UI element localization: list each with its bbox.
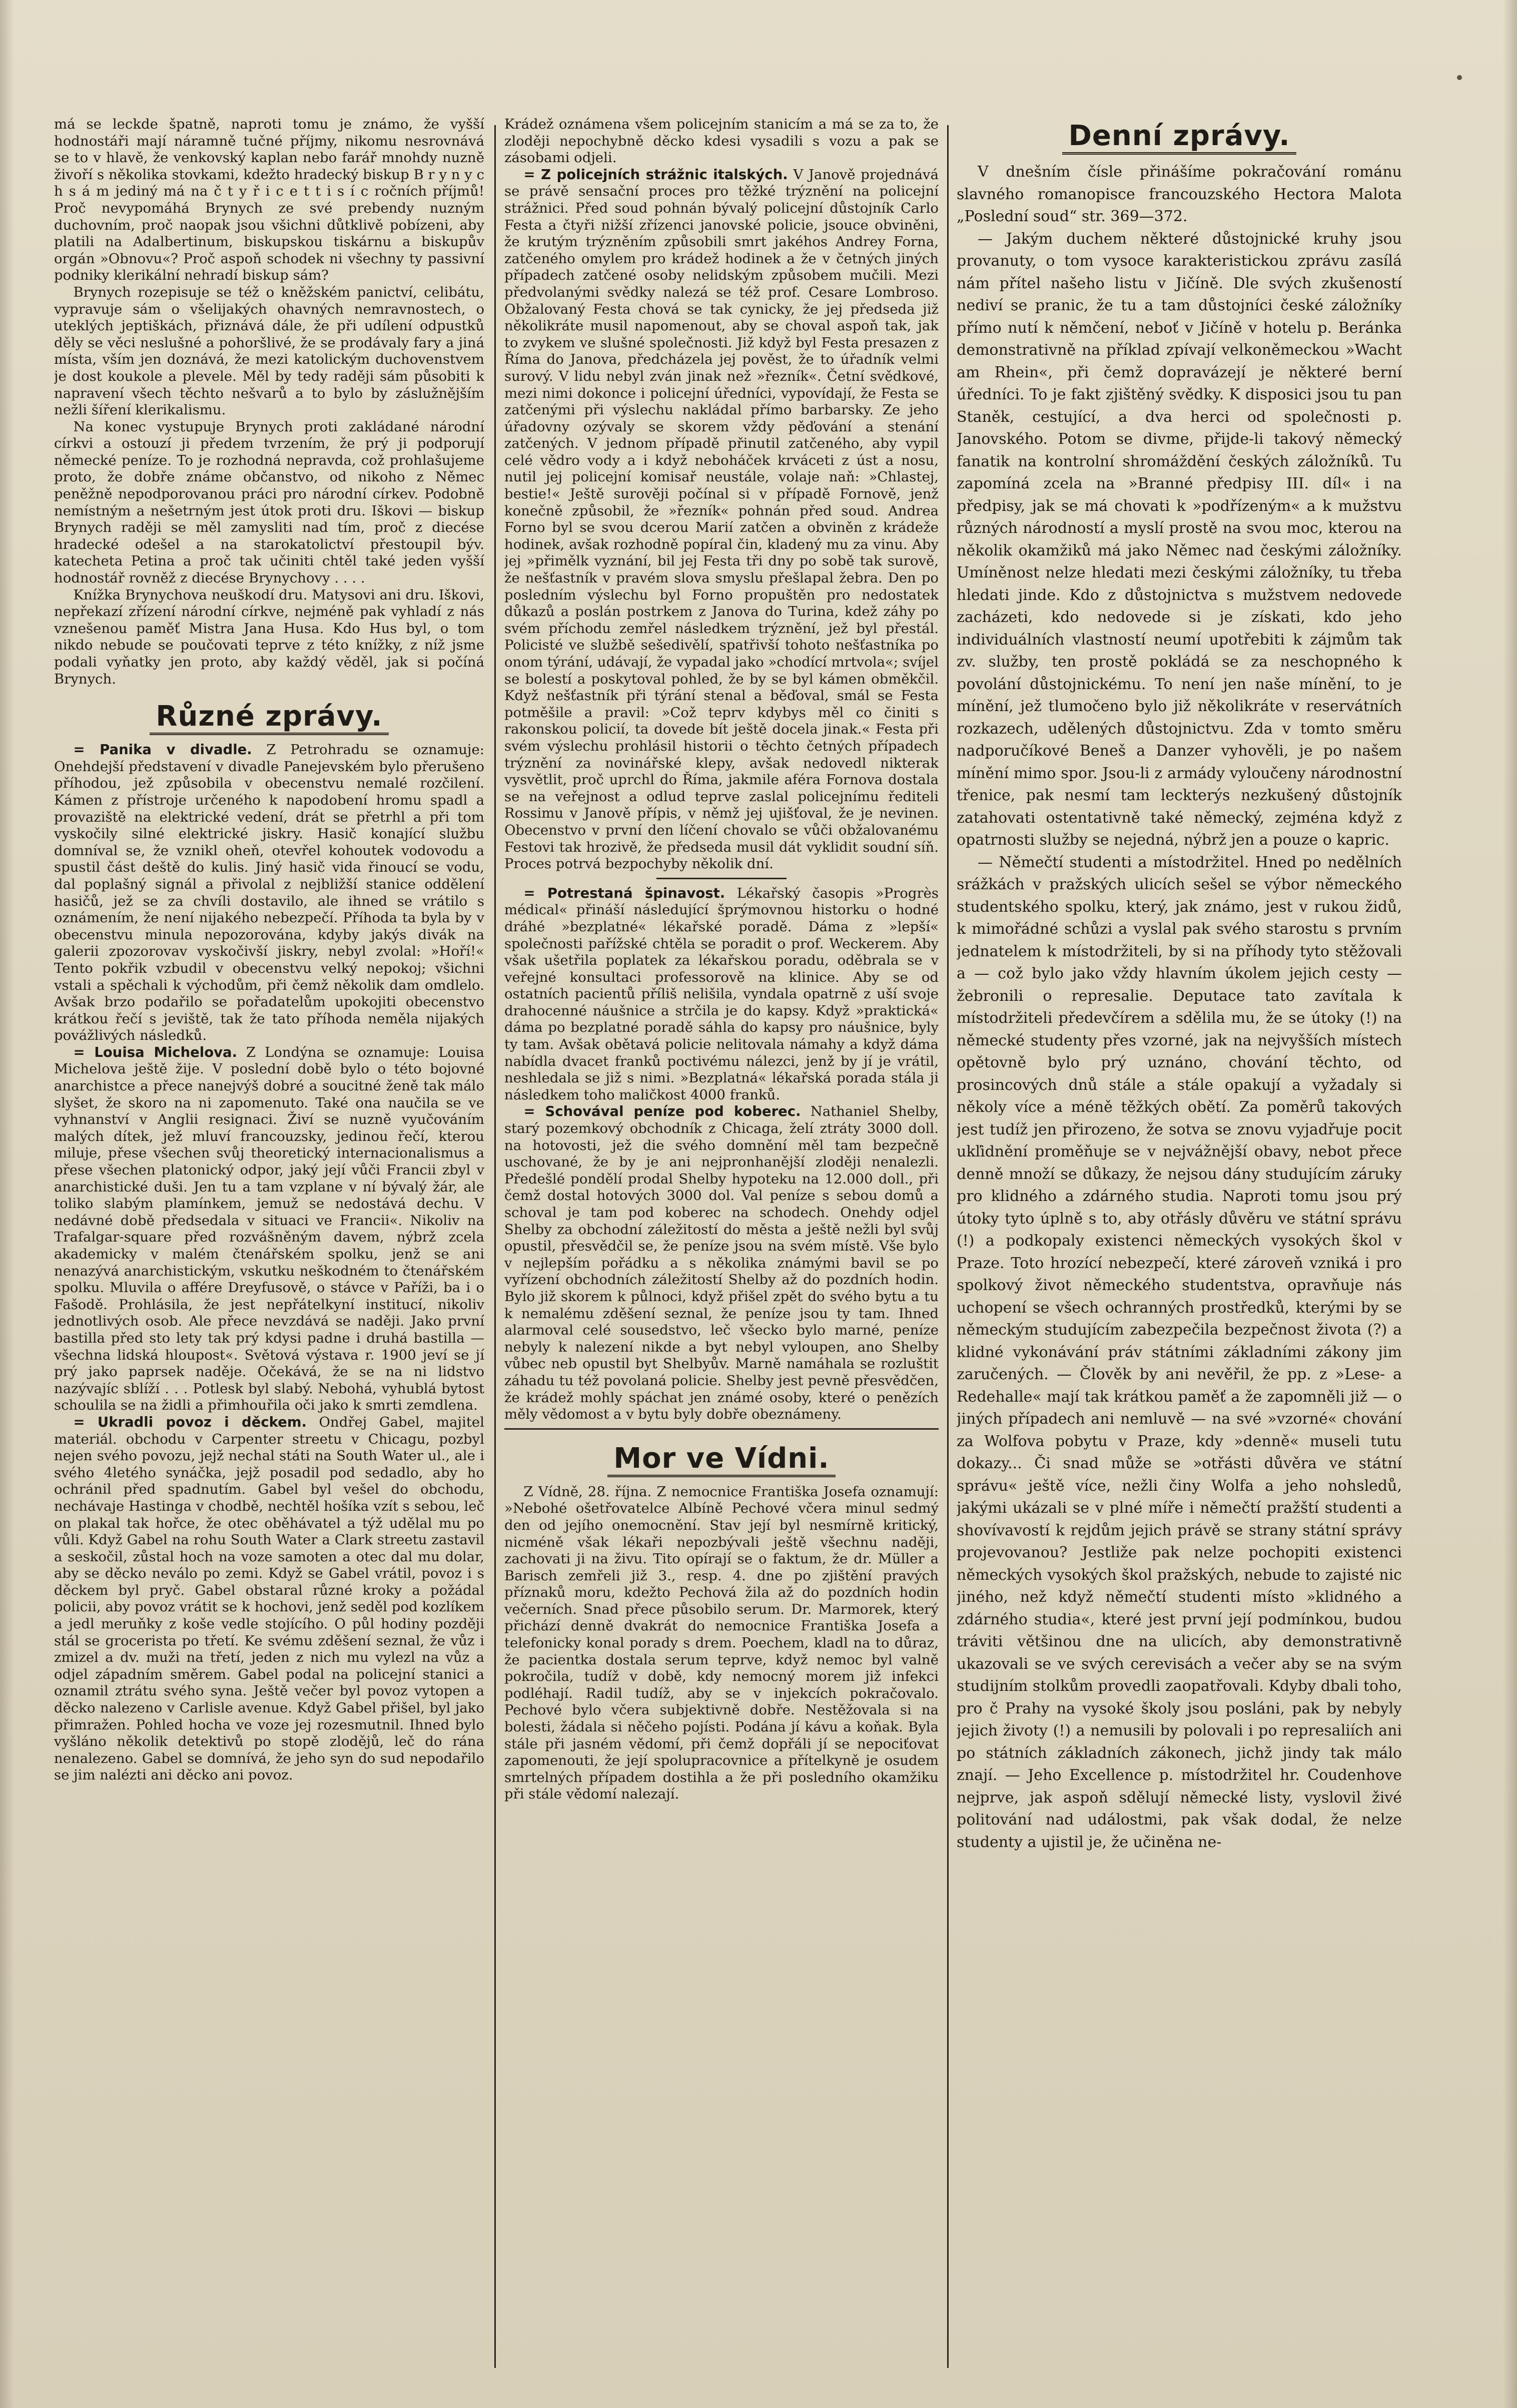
page-edge-shadow-right — [1503, 0, 1517, 2408]
ink-dot-mark — [1457, 75, 1462, 80]
news-body: Z Londýna se oznamuje: Louisa Michelova ještě žije. V poslední době bylo o této bojovné anarchistce a přece nanejvýš dobré a soucitné ženě tak málo slyšet, že skoro na ni zapomenuto. Také ona naučila se ve vyhnanství v Anglii resignaci. Živí se nuzně vyučováním malých dítek, jež mluví francouzsky, jedinou řečí, kterou miluje, přese všechen svůj theoretický internacionalismus a přese všechen platonický odpor, jaký její vůči Francii zbyl v anarchistické duši. Jen tu a tam vzplane v ní bývalý žár, ale toliko slabým plamínkem, jemuž se nedostává dechu. V nedávné době předsedala v situaci ve Francii«. Nikoliv na Trafalgar-square před rozvášněným davem, nýbrž zcela akademicky v malém čtenářském spolku, jenž se ani nenazývá anarchistickým, vskutku neškodném to čtenářském spolku. Mluvila o affére Dreyfusově, o stávce v Paříži, ba i o Fašodě. Prohlásila, že jest nepřátelkyní institucí, nikoliv jednotlivých osob. Ale přece nevzdává se naději. Jako první bastilla před sto lety tak prý kdysi padne i druhá bastilla — všechna lidská hloupost«. Světová výstava r. 1900 jeví se jí prý jako paprsek naděje. Očekává, že se na ni lidstvo nazývajíc sblíží . . . Potlesk byl slabý. Nebohá, vyhublá bytost schoulila se na židli a přimhouřila oči jako k smrti zemdlena. — [54, 1044, 484, 1414]
separator-rule — [504, 1428, 939, 1430]
paragraph: Z Vídně, 28. října. Z nemocnice Františka Josefa oznamují: »Nebohé ošetřovatelce Albíně Pechové včera minul sedmý den od jejího onemocnění. Stav její byl nesmírně kritický, nicméně však lékaři nepozbývali ještě všechnu naději, zachovati ji na živu. Tito opírají se o faktum, že dr. Müller a Barisch zemřeli již 3., resp. 4. dne po zjištění pravých příznaků moru, kdežto Pechová žila až do pozdních hodin večerních. Snad přece působilo serum. Dr. Marmorek, který přichází denně dvakrát do nemocnice Františka Josefa a telefonicky konal porady s drem. Poechem, kladl na to důraz, že pacientka dostala serum teprve, když nemoc byl valně pokročila, tudíž v době, kdy nemocný morem již infekci podléhají. Radil tudíž, aby se v injekcích pokračovalo. Pechové bylo včera subjektivně dobře. Nestěžovala si na bolesti, žádala si něčeho pojísti. Podána jí kávu a koňak. Byla stále při jasném vědomí, při čemž dopřáli jí se nepociťovat zapomenouti, že její spolupracovnice a přítelkyně je osudem smrtelných případem dostihla a že při posledního okamžiku při stále vědomí nalezají. — [504, 1483, 939, 1802]
news-headline: = Potrestaná špinavost. — [523, 885, 725, 901]
news-body: V Janově projednává se právě sensační proces pro těžké trýznění na policejní strážnici. Před soud pohnán bývalý policejní důstojník Carlo Festa a čtyři nižší zřízenci janovské policie, jsouce obviněni, že krutým trýzněním způsobili smrt jakéhos Andrey Forna, zatčeného omylem pro krádež hodinek a že v četných jiných případech zatčené osoby nelidským způsobem mučili. Mezi předvolanými svědky nalezá se též prof. Cesare Lombroso. Obžalovaný Festa chová se tak cynicky, že jej předseda již několikráte musil napomenout, aby se choval aspoň tak, jak to zvykem ve slušné společnosti. Již když byl Festa presazen z Říma do Janova, předcházela jej pověst, že to úřadník velmi surový. V lidu nebyl zván jinak než »řezník«. Četní svědkové, mezi nimi dokonce i policejní úředníci, vypovídají, že Festa se zatčenými při výslechu nakládal přímo barbarsky. Ze jeho úřadovny ozývaly se skorem vždy pěďování a stenání zatčených. V jednom případě přinutil zatčeného, aby vypil celé vědro vody a i když neboháček krváceti z úst a nosu, nutil jej policejní komisař neustále, volaje naň: »Chlastej, bestie!« Ještě surověji počínal si v případě Fornově, jenž konečně způsobil, že »řezník« pohnán před soud. Andrea Forno byl se svou dcerou Marií zatčen a obviněn z krádeže hodinek, avšak rozhodně popíral čin, kladený mu za vinu. Aby jej »přimělk vyznání, bil jej Festa tři dny po sobě tak surově, že nešťastník v pravém slova smyslu přešlapal žebra. Den po posledním výslechu byl Forno propuštěn pro nedostatek důkazů a poslán postrkem z Janova do Turina, kdež záhy po svém příchodu zemřel následkem trýznění, jež byl přestál. Policisté ve službě sešedivělí, spatřivší tohoto nešťastníka po onom týrání, udávají, že vypadal jako »chodící mrtvola«; svíjel se bolestí a poskytoval pohled, že by se byl kámen obměkčil. Když nešťastník při týrání stenal a běďoval, smál se Festa potměšile a pravil: »Což teprv kdybys měl co činiti s rakonskou policií, ta dovede bít ještě docela jinak.« Festa při svém výslechu prohlásil historii o těchto četných případech trýznění za novinářské klepy, avšak nedovedl nikterak vysvětlit, proč uprchl do Říma, jakmile aféra Fornova dostala se na veřejnost a odlud teprve zaslal policejnímu řediteli Rossimu v Janově přípis, v němž jej ujišťoval, že je nevinen. Obecenstvo v první den líčení chovalo se vůči obžalovanému Festovi tak hrozivě, že předseda musil dát vyklidit soudní síň. Proces potrvá bezpochyby několik dní. — [504, 166, 939, 872]
column-divider — [947, 125, 949, 2368]
paragraph: Brynych rozepisuje se též o kněžském panictví, celibátu, vypravuje sám o všelijakých ohavných nemravnostech, o uteklých jeptiškách, přiznává dále, že při udílení odpustků děly se věci neslušné a pohoršlivé, že se prodávaly fary a jiná místa, vším jen doznává, že mezi katolickým duchovenstvem je dost koukole a plevele. Měl by tedy raději sám působiti k napravení všech těchto nešvarů a to bylo by záslužnějším nežli šíření klerikalismu. — [54, 284, 484, 418]
news-body: Ondřej Gabel, majitel materiál. obchodu v Carpenter streetu v Chicagu, pozbyl nejen svého povozu, jejž nechal státi na South Water ul., ale i svého 4letého synáčka, jejž posadil pod sedadlo, aby ho ochránil před spadnutím. Gabel byl vešel do obchodu, nechávaje Hastinga v chodbě, nechtěl hošíka vzít s sebou, leč on plakal tak hořce, že otec oběhávatel a týž udělal mu po vůli. Když Gabel na rohu South Water a Clark streetu zastavil a seskočil, zůstal hoch na voze samoten a otec dal mu dolar, aby se děcko neválo po zemi. Když se Gabel vrátil, povoz i s děckem byl pryč. Gabel obstaral různé kroky a požádal policii, aby povoz vrátit se k hochovi, jenž seděl pod kozlíkem a jedl meruňky z koše vedle stojícího. O půl hodiny později stál se grocerista po třetí. Ke svému zděšení seznal, že vůz i zmizel a dv. muži na třetí, jeden z nich mu vylezl na vůz a odjel západním směrem. Gabel podal na policejní stanici a oznamil ztrátu svého syna. Ještě večer byl povoz vytopen a děcko nalezeno v Carlisle avenue. Když Gabel přišel, byl jako přimražen. Pohled hocha ve voze jej rozesmutnil. Ihned bylo vyšláno několik detektivů po stopě zlodějů, leč do rána nenalezeno. Gabel se domnívá, že jeho syn do sud nepodařilo se jim nalézti ani děcko ani povoz. — [54, 1414, 484, 1783]
news-body: Nathaniel Shelby, starý pozemkový obchodník z Chicaga, želí ztráty 3000 doll. na hotovosti, jež die svého domnění měl tam bezpečně uschované, že by je ani nejpronhanější zloději nenalezli. Předešlé pondělí prodal Shelby hypoteku na 12.000 doll., při čemž dostal hotových 3000 dol. Val peníze s sebou domů a schoval je tam pod koberec na schodech. Onehdy odjel Shelby za obchodní záležitostí do města a ještě nežli byl svůj opustil, přesvědčil se, že peníze jsou na svém místě. Vše bylo v nejlepším pořádku a s několika známými bavil se po vyřízení obchodních záležitostí Shelby až do pozdních hodin. Bylo již skorem k půlnoci, když přišel zpět do svého bytu a tu k nemalému zděšení seznal, že peníze jsou ty tam. Ihned alarmoval celé sousedstvo, leč všecko bylo marné, peníze nebyly k nalezení nikde a byt nebyl vyloupen, ano Shelby vůbec neb opustil byt Shelbyův. Marně namáhala se rozluštit záhadu tu též povolaná policie. Shelby jest pevně přesvědčen, že krádež mohly spáchat jen známé osoby, které o penězích měly vědomost a v bytu byly dobře obeznámeny. — [504, 1103, 939, 1423]
column-left — [54, 116, 484, 2373]
news-body: Z Petrohradu se oznamuje: Onehdejší představení v divadle Panejevském bylo přerušeno příhodou, jež způsobila v obecenstvu nemalé rozčilení. Kámen z přístroje určeného k napodobení hromu spadl a provaziště na elektrické vedení, drát se přetrhl a při tom vyskočily silné elektrické jiskry. Hasič konající službu domníval se, že vznikl oheň, otevřel kohoutek vodovodu a spustil část deště do kulis. Jiný hasič vida řinoucí se vodu, dal poplašný signál a přivolal z nejbližší stanice oddělení hasičů, jež se za chvíli dostavilo, ale ihned se vrátilo s oznámením, že není nijakého nebezpečí. Příhoda ta byla by v obecenstvu minula nepozorována, kdyby jakýs divák na galerii zpozorovav vyskočivší jiskry, nebyl zvolal: »Hoří!« Tento pokřik vzbudil v obecenstvu velký nepokoj; všichni vstali a spěchali k východům, při čemž několik dam omdlelo. Avšak brzo podařilo se pořadatelům upokojiti obecenstvo krátkou řečí s jeviště, tak že tato příhoda neměla nijakých povážlivých následků. — [54, 742, 484, 1044]
section-title-text: Mor ve Vídni. — [607, 1442, 835, 1477]
news-item-michelova — [54, 1044, 484, 1414]
paragraph: Krádež oznámena všem policejním stanicím a má se za to, že zloději nepochybně děcko kdesi vysadili s vozu a pak se zásobami odjeli. — [504, 116, 939, 166]
column-right — [957, 116, 1402, 2373]
news-headline: = Ukradli povoz i děckem. — [73, 1414, 307, 1430]
section-title-denni-zpravy — [957, 116, 1402, 156]
paragraph: Na konec vystupuje Brynych proti zakládané národní církvi a ostouzí ji předem tvrzením, že prý ji podporují německé peníze. To je rozhodná nepravda, což prohlašujeme proto, že dobře známe občanstvo, od nikoho z Němec peněžně nepodporovanou práci pro národní církev. Podobně nemístným a nešetrným jest útok proti dru. Iškovi — biskup Brynych raději se měl zamysliti nad tím, proč z diecése hradecké odešel a na starokatolictví přestoupil býv. katecheta Petina a proč tak učiniti chtěl také jeden vyšší hodnostář rovněž z diecése Brynychovy . . . . — [54, 418, 484, 586]
paragraph: má se leckde špatně, naproti tomu je známo, že vyšší hodnostáři mají náramně tučné příjmy, nikomu nesrovnává se to v hlavě, že venkovský kaplan nebo farář mnohdy nuzně živoří s několika stovkami, kdežto hradecký biskup B r y n y c h s á m jediný má na č t y ř i c e t t i s í c ročních příjmů! Proč nevypomáhá Brynych ze své prebendy nuzným duchovním, proč naopak jsou všichni důtklivě pobízeni, aby platili na Adalbertinum, biskupskou tiskárnu a biskupův orgán »Obnovu«? Proč aspoň schodek ni všechny ty passivní podniky klerikální nehradí biskup sám? — [54, 116, 484, 284]
paragraph: V dnešním čísle přinášíme pokračování románu slavného romanopisce francouzského Hectora Malota „Poslední soud“ str. 369—372. — [957, 163, 1402, 225]
section-title-ruzne-zpravy — [54, 697, 484, 737]
page-edge-shadow-left — [0, 0, 14, 2408]
paragraph: Knížka Brynychova neuškodí dru. Matysovi ani dru. Iškovi, nepřekazí zřízení národní církve, nejméně pak vyhladí z nás vznešenou paměť Mistra Jana Husa. Kdo Hus byl, o tom nikdo nebude se poučovati teprve z této knížky, z níž jsme podali vyňatky jen proto, aby každý věděl, jak si počíná Brynych. — [54, 586, 484, 687]
news-headline: = Louisa Michelova. — [73, 1044, 238, 1060]
news-headline: = Panika v divadle. — [73, 742, 252, 758]
column-divider — [494, 125, 496, 2368]
news-item-spinavost — [504, 885, 939, 1104]
section-title-mor-ve-vidni — [504, 1439, 939, 1479]
paragraph: — Jakým duchem některé důstojnické kruhy jsou provanuty, o tom vysoce karakteristickou zprávu zasílá nám přítel našeho listu v Jičíně. Dle svých zkušeností nediví se pranic, že tu a tam důstojníci české záložníky přímo nutí k němčení, neboť v Jičíně v hotelu p. Beránka demonstrativně na příklad zpívají velkoněmeckou »Wacht am Rhein«, při čemž dopravázejí je některé berní úředníci. To je fakt zjištěný svědky. K disposici jsou tu pan Staněk, cestující, a dva herci od společnosti p. Janovského. Potom se divme, přijde-li takový německý fanatik na kontrolní shromáždění českých záložníků. Tu zapomíná zcela na »Branné předpisy III. díl« i na předpisy, jak se má chovati k »podřízeným« a k mužstvu různých národností a myslí prostě na svou moc, kterou na několik okamžiků má jako Němec nad českými záložníky. Umíněnost nelze hledati mezi českými záložníky, tu třeba hledati jinde. Kdo z důstojnictva s mužstvem nedovede zacházeti, kdo nedovede si je získati, kdo jeho individuálních vlastností neumí upotřebiti k zájmům tak zv. služby, ten prostě pokládá se za neschopného k povolání důstojnickému. To není jen naše mínění, to je mínění, jež tlumočeno bylo již několikráte v reservátních rozkazech, udělených důstojnictvu. Zda v tomto směru nadporučíkové Beneš a Danzer vyhověli, je po našem mínění mimo spor. Jsou-li z armády vyloučeny národnostní třenice, pak nesmí tam leckterýs nezkušený důstojník zatahovati ostentativně také německý, zejména když z opatrnosti služby se nejedná, nýbrž jen a pouze o kapric. — [957, 230, 1402, 849]
paragraph: — Němečtí studenti a místodržitel. Hned po nedělních srážkách v pražských ulicích sešel se výbor německého studentského spolku, který, jak známo, jest v rukou židů, k mimořádné schůzi a vyslal pak svého starostu s prvním jednatelem k místodržiteli, by si na příhody tyto stěžovali a — což bylo jako vždy hlavním úkolem jejich cesty — žebronili o represalie. Deputace tato zavítala k místodržiteli předevčírem a sdělila mu, že se útoky (!) na německé studenty přes vzorné, jak na nejvyšších místech opětovně bylo prý uznáno, chování těchto, od prosincových dnů stále a stále opakují a vyžadaly si několy více a méně těžkých obětí. Za poměrů takových jest tudíž jen přirozeno, že sotva se znovu vyjadřuje pocit ukľidnění proměňuje se v nejvážnější obavy, nebot přece denně množí se důkazy, že nejsou dány studujícím záruky pro klidného a zdárného studia. Naproti tomu jsou prý útoky tyto úplně s to, aby otřásly důvěru ve státní správu (!) a podkopaly existenci německých vysokých škol v Praze. Toto hrozící nebezpečí, které zároveň vzniká i pro spolkový život německého studentstva, opravňuje nás uchopení se všech ochranných prostředků, kterými by se německým studujícím zabezpečila bezpečnost života (?) a klidné vykonávání práv státními základními zákony jim zaručených. — Člověk by ani nevěřil, že pp. z »Lese- a Redehalle« mají tak krátkou paměť a že zapomněli již — o jiných případech ani nemluvě — na své »vzorné« chování za Wolfova pobytu v Praze, kdy »denně« museli tutu dokazy... Či snad může se »otřásti důvěra ve státní správu« ještě více, nežli činy Wolfa a jeho nohsledů, jakými ukázali se v plné míře i němečtí pražští studenti a shovívavostí k rejdům jejich právě se strany státní správy projevovanou? Jestliže pak nelze pochopiti existenci německých vysokých škol pražských, nebude to zajisté nic jiného, než když němečtí studenti místo »klidného a zdárného studia«, které jest první její podmínkou, budou tráviti většinou dne na ulicích, aby demonstrativně ukazovali se ve svých cerevisách a večer aby se na svým studijním stolkům provedli zaopatřovali. Kdyby dbali toho, pro č Prahy na vysoké školy jsou posláni, pak by nebyly jejich životy (!) a nemusili by polovali i po represaliích ani po státních základních zákonech, jichž jindy tak málo znají. — Jeho Excellence p. místodržitel hr. Coudenhove nejprve, jak aspoň sdělují německé listy, vyslovil živé politování nad událostmi, pak však dodal, že nelze studenty a ujistil je, že učiněna ne- — [957, 853, 1402, 1851]
news-item-povoz — [54, 1414, 484, 1784]
separator-rule — [656, 878, 787, 879]
news-item-koberec — [504, 1103, 939, 1423]
news-item-panika — [54, 742, 484, 1044]
news-headline: = Z policejních strážnic italských. — [523, 166, 788, 183]
news-item-policejni-strazice — [504, 167, 939, 873]
column-middle — [504, 116, 939, 2373]
news-headline: = Schovával peníze pod koberec. — [523, 1103, 801, 1120]
section-title-text: Různé zprávy. — [150, 700, 388, 735]
section-title-text: Denní zprávy. — [1062, 120, 1296, 155]
news-body: Lékařský časopis »Progrès médical« přináší následující šprýmovnou historku o hodné dráhé »bezplatné« lékařské poradě. Dáma z »lepší« společnosti pařížské chtěla se poradit o prof. Weckerem. Aby však ušetřila poplatek za lékařskou poradu, oděbrala se v veřejné konsultaci professorově na klinice. Aby se od ostatních pacientů příliš nelišila, vyndala opatrně z uší svoje drahocenné náušnice a strčila je do kapsy. Když »praktická« dáma po bezplatné poradě sáhla do kapsy pro náušnice, byly ty tam. Avšak obětavá policie nelitovala námahy a když dáma nabídla dvacet franků poctivému nálezci, jenž by jí je vrátil, neshledala se již s nimi. »Bezplatná« lékařská porada stála ji následkem toho maličkost 4000 franků. — [504, 885, 939, 1103]
